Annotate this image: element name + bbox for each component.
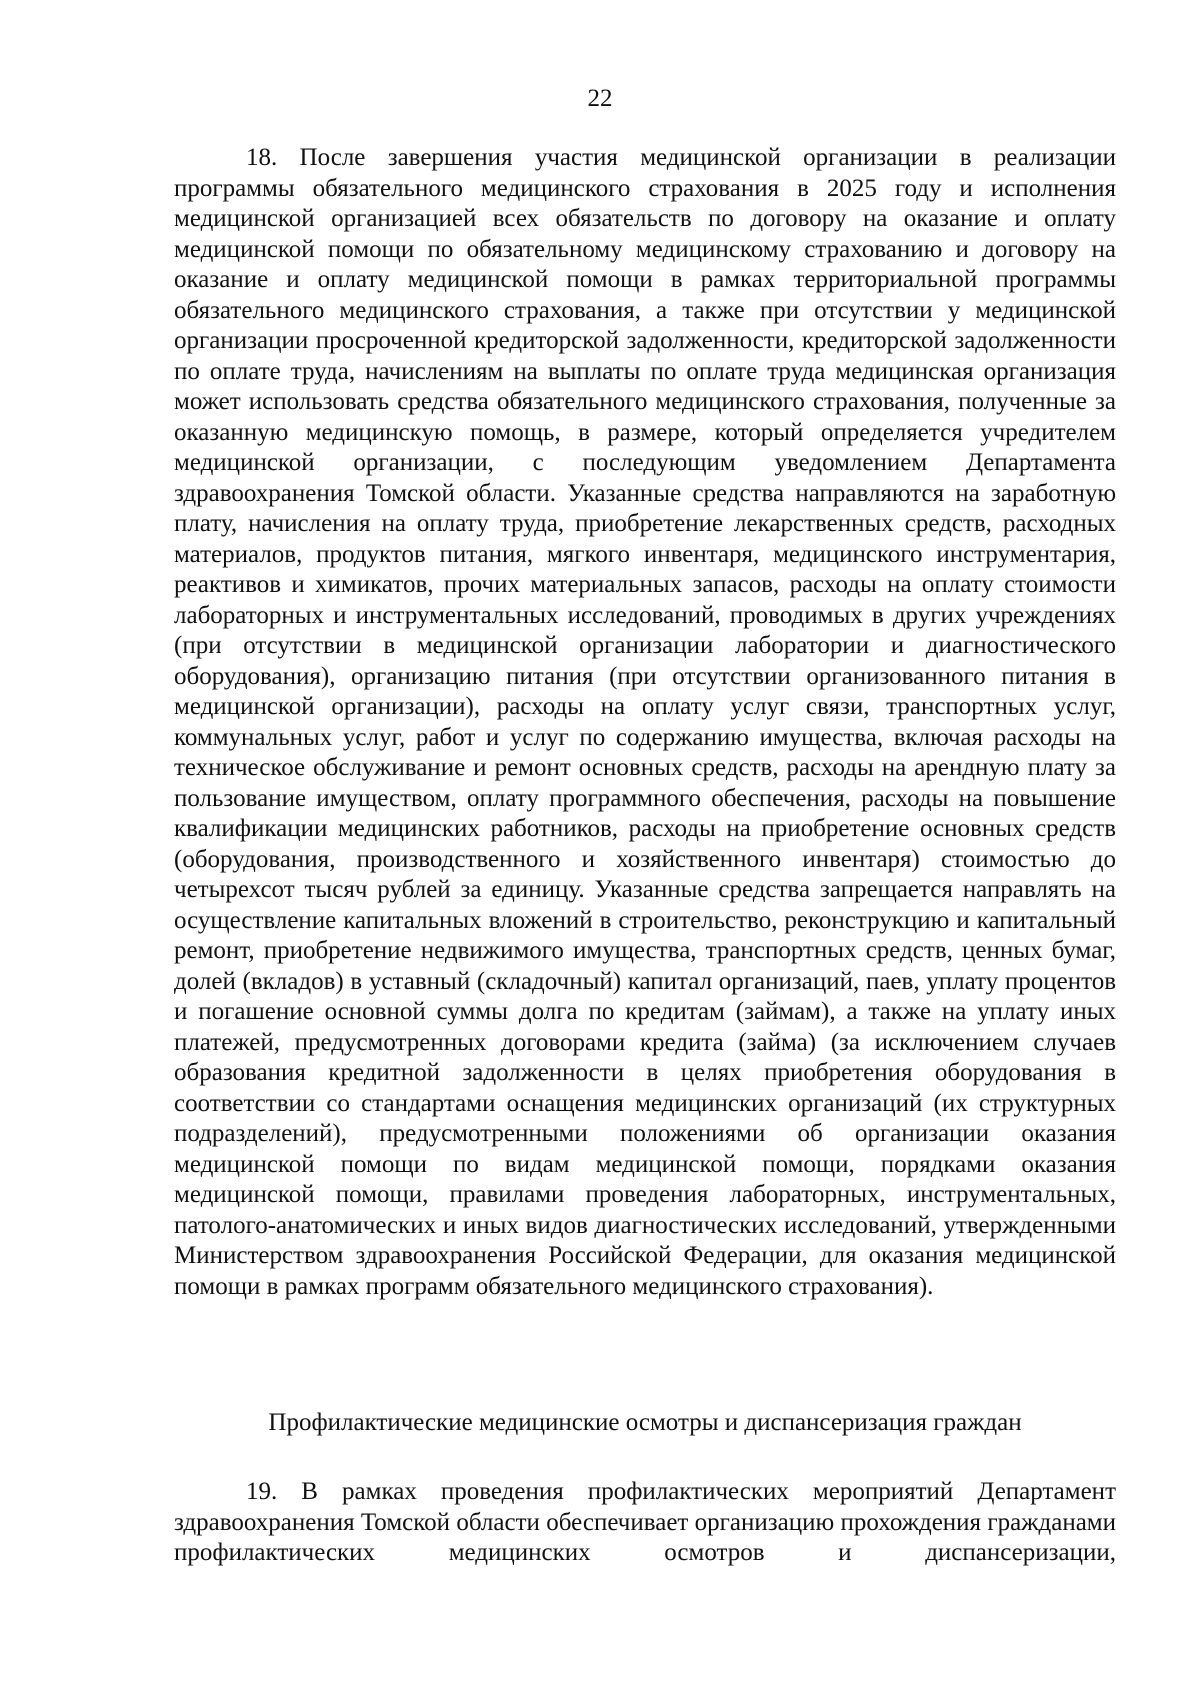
- page-number: 22: [587, 85, 613, 112]
- paragraph-19: 19. В рамках проведения профилактических мероприятий Департамент здравоохранения Томской области обеспечивает организацию прохождения гражданами профилактических медицинских осмотров и диспансеризации,: [174, 1478, 1116, 1566]
- paragraph-18: 18. После завершения участия медицинской организации в реализации программы обязательного медицинского страхования в 2025 году и исполнения медицинской организацией всех обязательств по договору на оказание и оплату медицинской помощи по обязательному медицинскому страхованию и договору на оказание и оплату медицинской помощи в рамках территориальной программы обязательного медицинского страхования, а также при отсутствии у медицинской организации просроченной кредиторской задолженности, кредиторской задолженности по оплате труда, начислениям на выплаты по оплате труда медицинская организация может использовать средства обязательного медицинского страхования, полученные за оказанную медицинскую помощь, в размере, который определяется учредителем медицинской организации, с последующим уведомлением Департамента здравоохранения Томской области. Указанные средства направляются на заработную плату, начисления на оплату труда, приобретение лекарственных средств, расходных материалов, продуктов питания, мягкого инвентаря, медицинского инструментария, реактивов и химикатов, прочих материальных запасов, расходы на оплату стоимости лабораторных и инструментальных исследований, проводимых в других учреждениях (при отсутствии в медицинской организации лаборатории и диагностического оборудования), организацию питания (при отсутствии организованного питания в медицинской организации), расходы на оплату услуг связи, транспортных услуг, коммунальных услуг, работ и услуг по содержанию имущества, включая расходы на техническое обслуживание и ремонт основных средств, расходы на арендную плату за пользование имуществом, оплату программного обеспечения, расходы на повышение квалификации медицинских работников, расходы на приобретение основных средств (оборудования, производственного и хозяйственного инвентаря) стоимостью до четырехсот тысяч рублей за единицу. Указанные средства запрещается направлять на осуществление капитальных вложений в строительство, реконструкцию и капитальный ремонт, приобретение недвижимого имущества, транспортных средств, ценных бумаг, долей (вкладов) в уставный (складочный) капитал организаций, паев, уплату процентов и погашение основной суммы долга по кредитам (займам), а также на уплату иных платежей, предусмотренных договорами кредита (займа) (за исключением случаев образования кредитной задолженности в целях приобретения оборудования в соответствии со стандартами оснащения медицинских организаций (их структурных подразделений), предусмотренными положениями об организации оказания медицинской помощи по видам медицинской помощи, порядками оказания медицинской помощи, правилами проведения лабораторных, инструментальных, патолого-анатомических и иных видов диагностических исследований, утвержденными Министерством здравоохранения Российской Федерации, для оказания медицинской помощи в рамках программ обязательного медицинского страхования).: [174, 144, 1116, 1300]
- section-heading: Профилактические медицинские осмотры и диспансеризация граждан: [268, 1409, 1022, 1436]
